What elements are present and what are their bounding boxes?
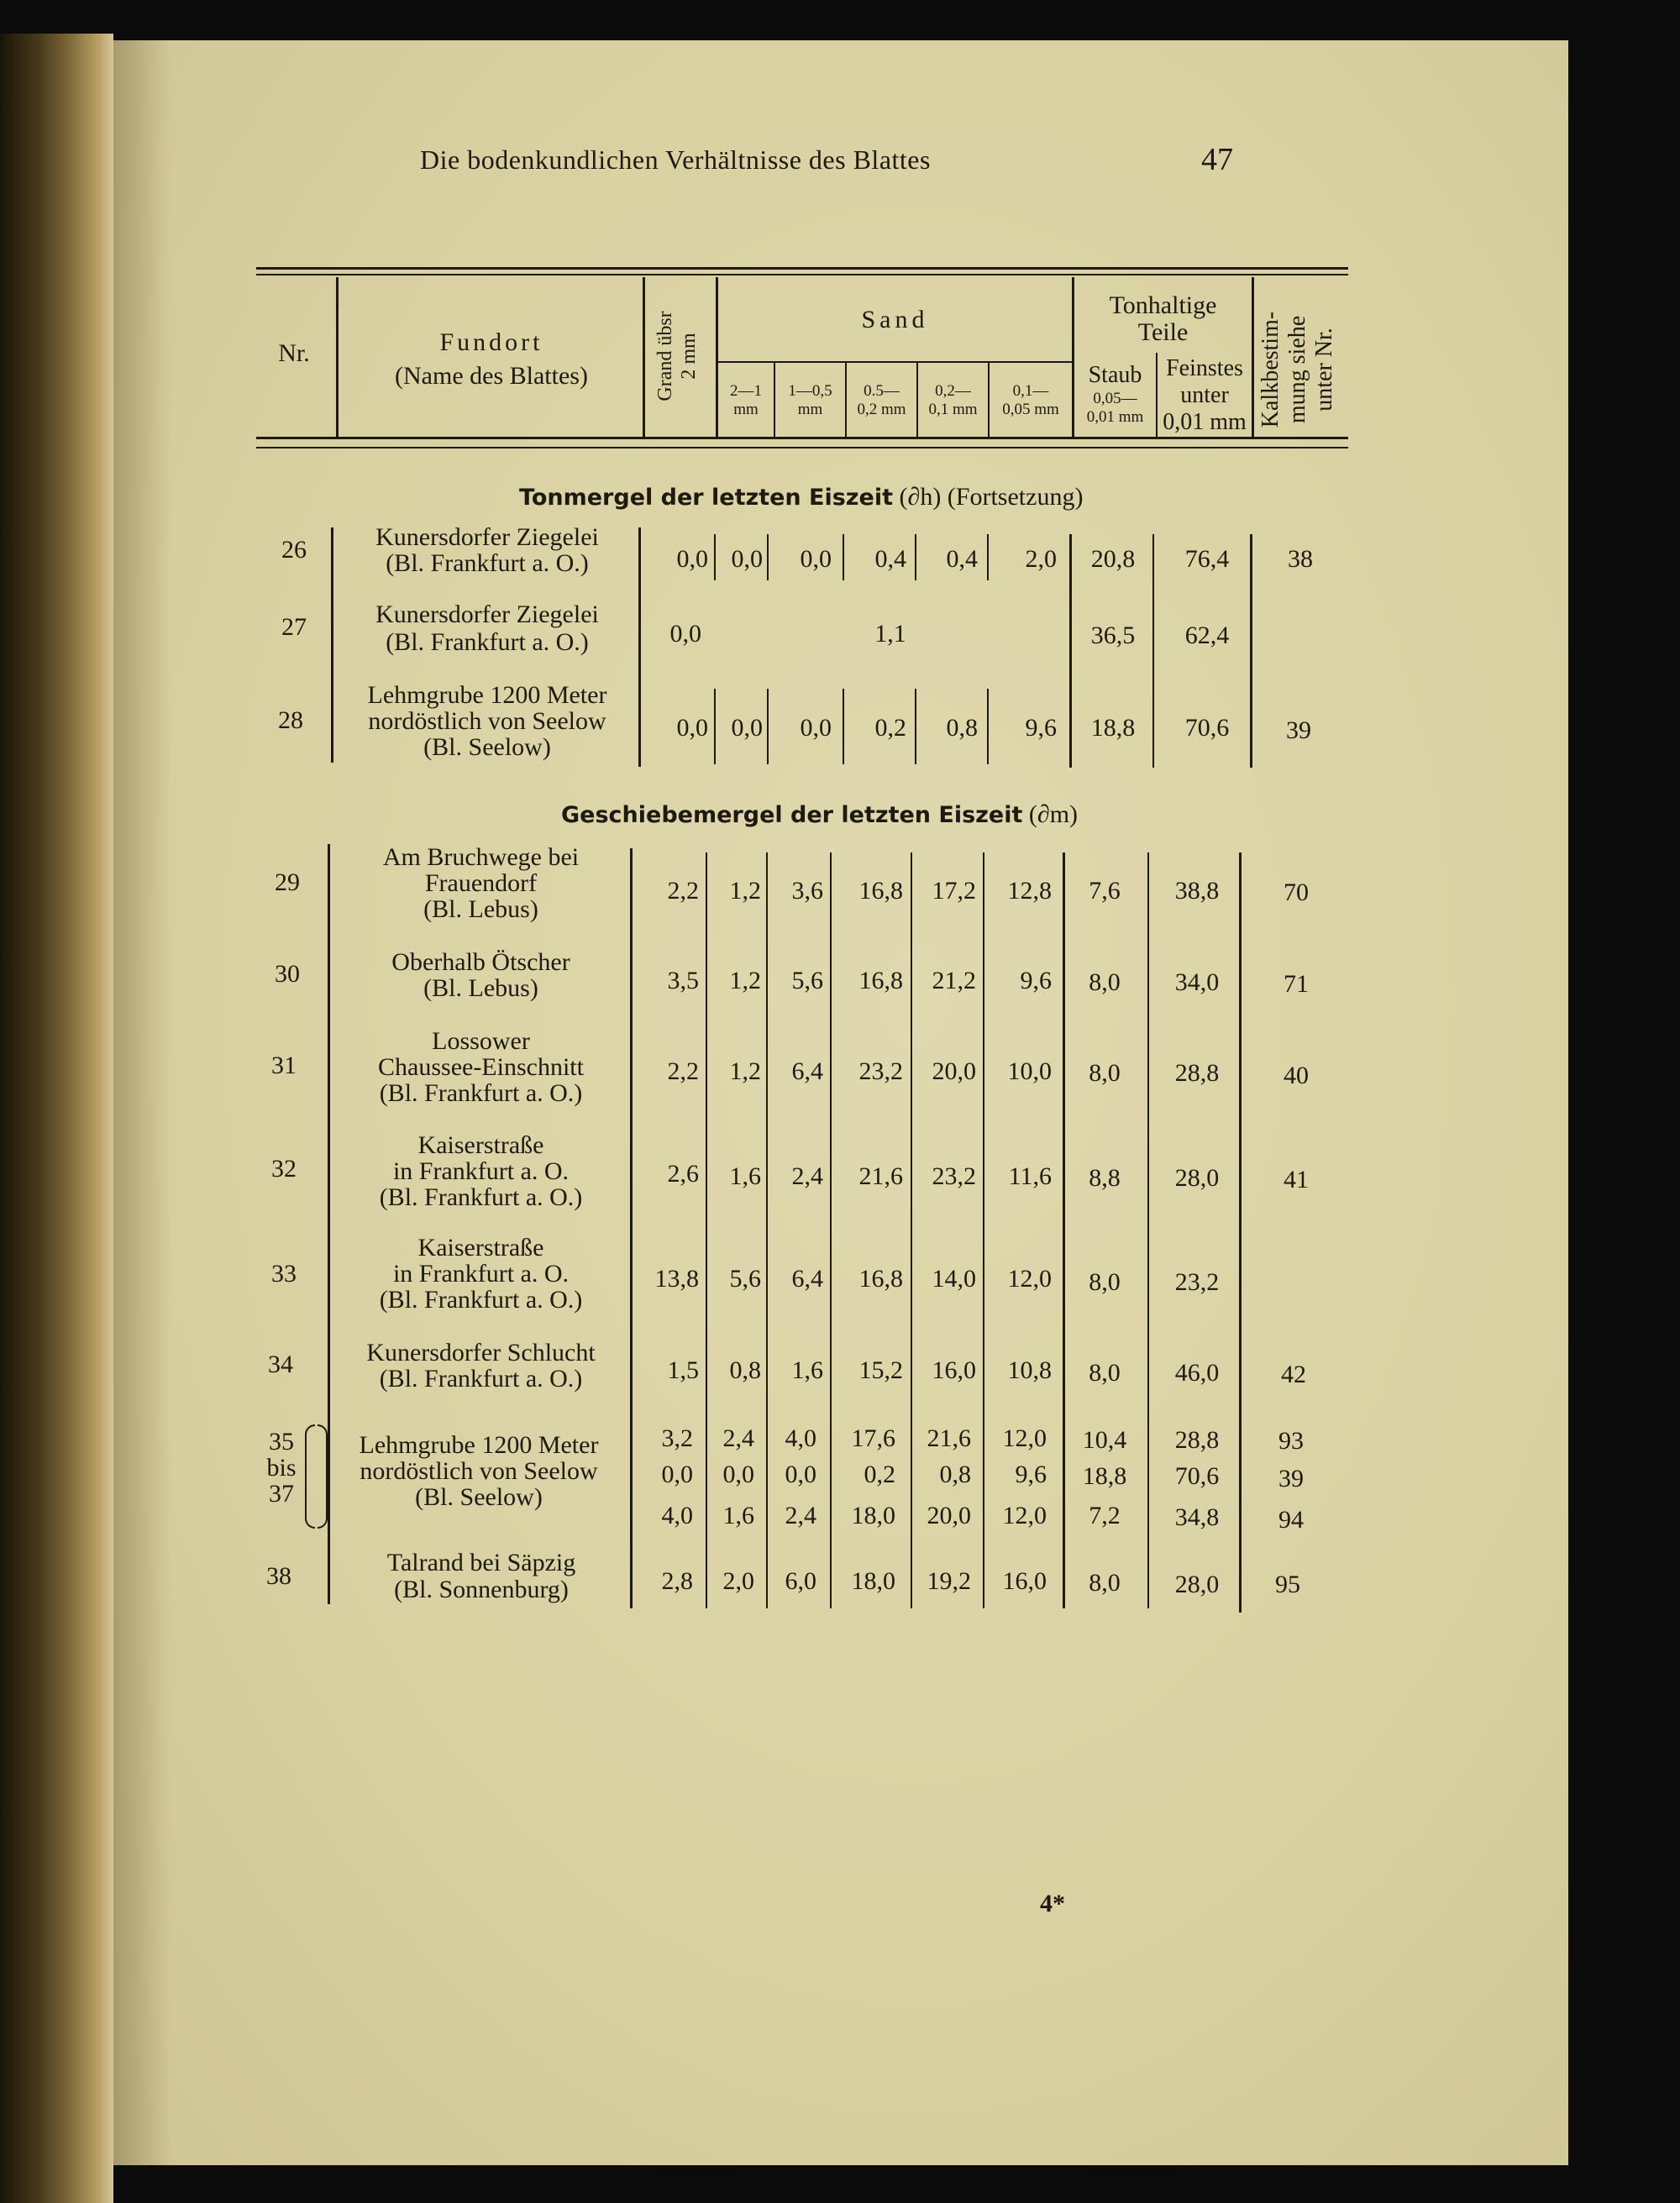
- row-fundort: Kunersdorfer Schlucht: [366, 1339, 596, 1366]
- cell-sand-4: 19,2: [927, 1567, 971, 1595]
- s2-vline: [706, 852, 707, 1608]
- cell-sand-1: 1,2: [729, 877, 761, 905]
- book-page: [113, 40, 1568, 2165]
- cell-sand-2: 0,0: [800, 545, 832, 573]
- cell-sand-1: 1,6: [722, 1502, 754, 1529]
- cell-grand: 0,0: [661, 1461, 693, 1488]
- cell-sand-5: 9,6: [1015, 1461, 1047, 1488]
- cell-sand-3: 0,2: [864, 1461, 895, 1488]
- row-fundort: Oberhalb Ötscher: [391, 948, 570, 976]
- header-bottom-rule-1: [256, 437, 1348, 439]
- s2-vline: [1239, 852, 1242, 1613]
- cell-sand-5: 2,0: [1025, 545, 1057, 573]
- row-fundort: Lehmgrube 1200 Meter: [359, 1431, 599, 1459]
- cell-grand: 3,5: [667, 967, 699, 994]
- row-fundort: (Bl. Frankfurt a. O.): [386, 549, 589, 577]
- header-feinstes: Feinstes: [1166, 355, 1243, 381]
- cell-grand: 2,6: [667, 1160, 699, 1188]
- row-nr: 38: [266, 1562, 291, 1590]
- cell-sand-5: 12,0: [1007, 1265, 1052, 1293]
- cell-feinstes: 34,0: [1174, 968, 1220, 996]
- cell-sand-3: 23,2: [858, 1057, 903, 1085]
- cell-sand-1: 1,2: [729, 1057, 761, 1085]
- cell-kalk: 40: [1284, 1062, 1309, 1089]
- row-nr: 32: [271, 1155, 297, 1183]
- cell-kalk: 38: [1288, 545, 1313, 573]
- cell-staub: 8,8: [1089, 1164, 1121, 1192]
- cell-grand: 0,0: [669, 620, 701, 648]
- cell-feinstes: 38,8: [1174, 877, 1220, 905]
- header-sand: Sand: [861, 306, 929, 333]
- row-fundort: Kunersdorfer Ziegelei: [375, 601, 599, 628]
- section-title-tonmergel: Tonmergel der letzten Eiszeit (∂h) (Fortsetzung): [519, 483, 1084, 511]
- cell-staub: 18,8: [1090, 714, 1136, 742]
- row-fundort: Chaussee-Einschnitt: [378, 1053, 584, 1081]
- row-fundort: Talrand bei Säpzig: [386, 1549, 576, 1576]
- row-fundort: (Bl. Sonnenburg): [394, 1576, 569, 1603]
- cell-grand: 2,2: [667, 877, 699, 905]
- cell-feinstes: 76,4: [1184, 545, 1230, 573]
- s2-vline: [1063, 852, 1065, 1608]
- cell-sand-5: 10,8: [1007, 1356, 1052, 1384]
- cell-sand-total: 1,1: [874, 620, 906, 648]
- header-tonhaltige: Tonhaltige: [1109, 291, 1217, 319]
- s1-vline: [767, 534, 769, 580]
- cell-staub: 8,0: [1089, 1268, 1121, 1296]
- s1-vline: [714, 689, 716, 764]
- s1-vline: [1152, 534, 1154, 768]
- cell-grand: 2,8: [661, 1567, 693, 1595]
- s2-vline: [328, 844, 330, 1604]
- s1-vline: [1250, 534, 1252, 768]
- header-top-rule-1: [256, 267, 1348, 270]
- s1-vline: [843, 689, 844, 764]
- cell-staub: 7,2: [1089, 1502, 1121, 1529]
- cell-sand-4: 0,4: [946, 545, 978, 573]
- cell-sand-1: 0,0: [722, 1461, 754, 1488]
- cell-sand-4: 20,0: [932, 1057, 976, 1085]
- cell-sand-2: 2,4: [785, 1502, 816, 1529]
- row-fundort: Kunersdorfer Ziegelei: [375, 523, 599, 551]
- cell-feinstes: 23,2: [1174, 1268, 1220, 1296]
- cell-sand-2: 2,4: [791, 1162, 823, 1190]
- s1-vline: [987, 689, 989, 764]
- cell-sand-2: 0,0: [800, 714, 832, 742]
- row-nr: 30: [275, 960, 300, 988]
- cell-feinstes: 62,4: [1184, 622, 1230, 649]
- section-title-geschiebemergel: Geschiebemergel der letzten Eiszeit (∂m): [561, 800, 1079, 828]
- s2-vline: [830, 852, 832, 1608]
- cell-feinstes: 28,0: [1174, 1571, 1220, 1598]
- s1-vline: [843, 534, 844, 580]
- header-grand: Grand übsr 2 mm: [654, 311, 700, 401]
- cell-staub: 10,4: [1082, 1426, 1127, 1454]
- cell-sand-1: 1,6: [729, 1162, 761, 1190]
- cell-kalk: 42: [1281, 1361, 1306, 1388]
- cell-sand-2: 5,6: [791, 967, 823, 994]
- row-fundort: (Bl. Frankfurt a. O.): [379, 1365, 583, 1393]
- row-fundort: Frauendorf: [424, 869, 538, 897]
- cell-grand: 3,2: [661, 1424, 693, 1452]
- cell-sand-5: 12,0: [1002, 1424, 1047, 1452]
- cell-feinstes: 34,8: [1174, 1503, 1220, 1531]
- sand-col-2: 1—0,5 mm: [788, 382, 832, 418]
- cell-staub: 8,0: [1089, 968, 1121, 996]
- cell-sand-1: 2,4: [722, 1424, 754, 1452]
- cell-feinstes: 28,0: [1174, 1164, 1220, 1192]
- cell-sand-4: 0,8: [939, 1461, 971, 1488]
- s1-vline: [1069, 534, 1072, 768]
- cell-sand-5: 10,0: [1007, 1057, 1052, 1085]
- gutter-shade: [113, 40, 172, 2165]
- cell-staub: 8,0: [1089, 1359, 1121, 1387]
- s1-vline: [714, 534, 716, 580]
- row-nr: 31: [271, 1052, 297, 1079]
- sand-subrule: [718, 361, 1072, 363]
- header-vline: [336, 277, 339, 437]
- cell-sand-4: 16,0: [932, 1356, 976, 1384]
- row-fundort: nordöstlich von Seelow: [368, 707, 606, 735]
- cell-staub: 8,0: [1089, 1059, 1121, 1087]
- row-nr: 28: [278, 706, 303, 734]
- row-nr: 35: [269, 1428, 294, 1456]
- cell-kalk: 71: [1284, 970, 1309, 998]
- row-fundort: (Bl. Frankfurt a. O.): [379, 1079, 583, 1107]
- running-title: Die bodenkundlichen Verhältnisse des Blattes: [420, 144, 931, 175]
- s2-vline: [911, 852, 912, 1608]
- row-fundort: (Bl. Lebus): [423, 974, 538, 1002]
- row-nr-bis: bis: [266, 1454, 297, 1482]
- header-nr: Nr.: [278, 339, 310, 367]
- header-vline: [1252, 277, 1254, 437]
- cell-sand-4: 14,0: [932, 1265, 976, 1293]
- header-staub-range: 0,05—: [1093, 390, 1137, 407]
- row-nr: 34: [268, 1351, 293, 1378]
- cell-sand-4: 17,2: [932, 877, 976, 905]
- cell-staub: 7,6: [1089, 877, 1121, 905]
- row-nr: 26: [281, 536, 307, 564]
- cell-kalk: 39: [1278, 1465, 1304, 1492]
- cell-sand-2: 0,0: [785, 1461, 816, 1488]
- cell-sand-5: 9,6: [1020, 967, 1052, 994]
- row-fundort: Lehmgrube 1200 Meter: [367, 681, 607, 709]
- row-fundort: in Frankfurt a. O.: [392, 1260, 570, 1288]
- cell-sand-2: 6,4: [791, 1057, 823, 1085]
- book-spine: [0, 34, 113, 2203]
- cell-sand-1: 1,2: [729, 967, 761, 994]
- cell-sand-3: 16,8: [858, 1265, 903, 1293]
- cell-grand: 0,0: [676, 714, 708, 742]
- cell-sand-5: 11,6: [1008, 1162, 1052, 1190]
- sand-col-1: 2—1 mm: [730, 382, 762, 418]
- cell-feinstes: 46,0: [1174, 1359, 1220, 1387]
- s2-vline: [983, 852, 984, 1608]
- s1-vline: [638, 527, 641, 767]
- header-top-rule-2: [256, 274, 1348, 275]
- row-fundort: (Bl. Seelow): [415, 1483, 543, 1511]
- sand-col-4: 0,2— 0,1 mm: [928, 382, 978, 418]
- cell-sand-3: 16,8: [858, 967, 903, 994]
- cell-sand-5: 12,8: [1007, 877, 1052, 905]
- row-fundort: (Bl. Frankfurt a. O.): [379, 1286, 583, 1314]
- s1-vline: [767, 689, 769, 764]
- s1-vline: [987, 534, 989, 580]
- header-teile: Teile: [1137, 318, 1189, 346]
- row-nr: 29: [275, 868, 300, 896]
- s1-vline: [331, 527, 333, 763]
- cell-sand-3: 15,2: [858, 1356, 903, 1384]
- row-nr: 27: [281, 613, 307, 641]
- cell-sand-3: 18,0: [851, 1502, 895, 1529]
- cell-sand-4: 20,0: [927, 1502, 971, 1529]
- sand-col-5: 0,1— 0,05 mm: [1002, 382, 1059, 418]
- row-fundort: (Bl. Frankfurt a. O.): [379, 1183, 583, 1211]
- cell-grand: 4,0: [661, 1502, 693, 1529]
- cell-sand-1: 5,6: [729, 1265, 761, 1293]
- cell-sand-5: 12,0: [1002, 1502, 1047, 1529]
- cell-feinstes: 28,8: [1174, 1426, 1220, 1454]
- row-fundort: Am Bruchwege bei: [382, 843, 580, 871]
- cell-sand-1: 0,0: [731, 545, 763, 573]
- brace-left: [305, 1424, 315, 1529]
- cell-sand-5: 16,0: [1002, 1567, 1047, 1595]
- cell-sand-1: 0,0: [731, 714, 763, 742]
- cell-sand-3: 0,2: [874, 714, 906, 742]
- cell-sand-2: 6,4: [791, 1265, 823, 1293]
- cell-sand-3: 16,8: [858, 877, 903, 905]
- cell-sand-4: 0,8: [946, 714, 978, 742]
- signature-mark: 4*: [1040, 1890, 1065, 1917]
- cell-sand-2: 3,6: [791, 877, 823, 905]
- cell-staub: 20,8: [1090, 545, 1136, 573]
- s2-vline: [1147, 852, 1149, 1608]
- cell-staub: 36,5: [1090, 622, 1136, 649]
- row-nr: 33: [271, 1260, 297, 1288]
- cell-sand-4: 23,2: [932, 1162, 976, 1190]
- cell-grand: 13,8: [654, 1265, 699, 1293]
- header-fundort: Fundort: [439, 328, 543, 356]
- cell-feinstes: 70,6: [1184, 714, 1230, 742]
- cell-feinstes: 28,8: [1174, 1059, 1220, 1087]
- row-fundort: Kaiserstraße: [417, 1131, 544, 1159]
- header-bottom-rule-2: [256, 447, 1348, 448]
- cell-sand-2: 6,0: [785, 1567, 816, 1595]
- row-fundort: Kaiserstraße: [417, 1234, 544, 1261]
- header-vline: [643, 277, 645, 437]
- cell-grand: 1,5: [667, 1356, 699, 1384]
- cell-sand-2: 4,0: [785, 1424, 816, 1452]
- cell-kalk: 41: [1284, 1166, 1309, 1193]
- cell-kalk: 70: [1284, 879, 1309, 906]
- s1-vline: [915, 689, 916, 764]
- page-number: 47: [1201, 142, 1233, 177]
- cell-staub: 18,8: [1082, 1462, 1127, 1490]
- cell-sand-3: 0,4: [874, 545, 906, 573]
- cell-sand-3: 17,6: [851, 1424, 895, 1452]
- cell-sand-4: 21,2: [932, 967, 976, 994]
- cell-feinstes: 70,6: [1174, 1462, 1220, 1490]
- s2-vline: [630, 848, 633, 1608]
- cell-staub: 8,0: [1089, 1569, 1121, 1597]
- cell-sand-4: 21,6: [927, 1424, 971, 1452]
- cell-sand-3: 18,0: [851, 1567, 895, 1595]
- cell-kalk: 93: [1278, 1427, 1304, 1455]
- row-fundort: (Bl. Frankfurt a. O.): [386, 628, 589, 656]
- cell-sand-1: 2,0: [722, 1567, 754, 1595]
- row-fundort: (Bl. Seelow): [423, 733, 551, 761]
- header-staub-range2: 0,01 mm: [1086, 408, 1144, 426]
- cell-sand-2: 1,6: [791, 1356, 823, 1384]
- header-kalk: Kalkbestim- mung siehe unter Nr.: [1257, 311, 1337, 428]
- cell-grand: 2,2: [667, 1057, 699, 1085]
- row-nr: 37: [269, 1480, 294, 1508]
- header-feinstes-unter: unter: [1180, 382, 1229, 408]
- s1-vline: [915, 534, 916, 580]
- s2-vline: [766, 852, 768, 1608]
- header-feinstes-size: 0,01 mm: [1163, 409, 1247, 435]
- row-fundort: (Bl. Lebus): [423, 895, 538, 923]
- header-staub: Staub: [1088, 362, 1142, 388]
- sand-col-3: 0.5— 0,2 mm: [857, 382, 906, 418]
- cell-kalk: 95: [1275, 1571, 1300, 1598]
- brace-right: [318, 1424, 328, 1529]
- row-fundort: in Frankfurt a. O.: [392, 1157, 570, 1185]
- row-fundort: nordöstlich von Seelow: [360, 1457, 598, 1485]
- cell-sand-3: 21,6: [858, 1162, 903, 1190]
- cell-sand-5: 9,6: [1025, 714, 1057, 742]
- cell-kalk: 94: [1278, 1506, 1304, 1534]
- cell-grand: 0,0: [676, 545, 708, 573]
- cell-sand-1: 0,8: [729, 1356, 761, 1384]
- cell-kalk: 39: [1286, 716, 1311, 744]
- header-fundort-sub: (Name des Blattes): [395, 362, 588, 390]
- row-fundort: Lossower: [432, 1027, 530, 1055]
